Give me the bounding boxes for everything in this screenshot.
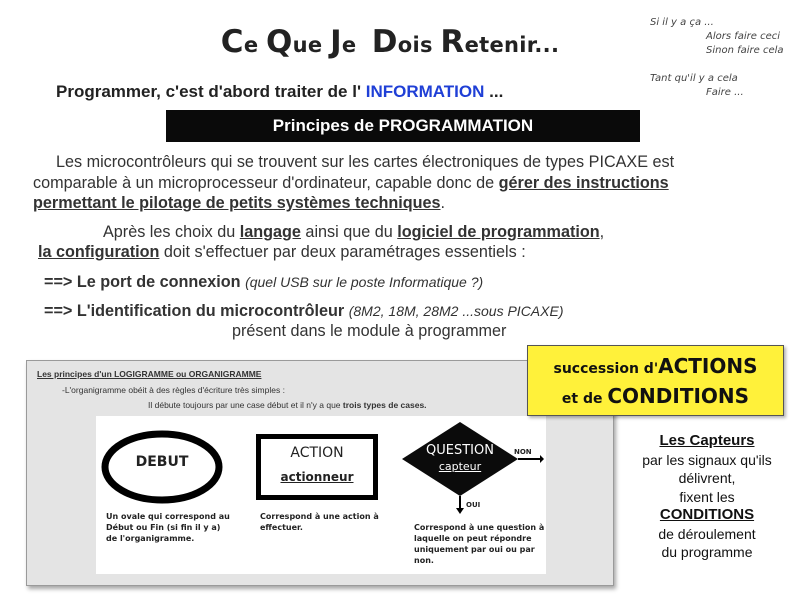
page-title: Ce Que Je Dois Retenir... [220,24,560,60]
action-rectangle-symbol [256,434,378,500]
item-port-connexion: ==> Le port de connexion (quel USB sur le poste Informatique ?) [44,273,484,291]
information-highlight: INFORMATION [365,82,485,101]
question-label: QUESTION [426,443,494,458]
question-description: Correspond à une question à laquelle on peut répondre uniquement par oui ou par non. [414,523,545,565]
note-line-2: Alors faire ceci [706,31,781,42]
action-label: ACTION [290,445,344,461]
item-identification-line2: présent dans le module à programmer [232,322,507,340]
capteur-label: capteur [438,460,482,473]
para1-line3: permettant le pilotage de petits systèmes techniques. [33,194,446,212]
oui-label: OUI [466,501,481,509]
oval-label: DEBUT [135,454,189,470]
panel-line-2: Il débute toujours par une case début et il n'y a que trois types de cases. [148,400,427,410]
note-line-3: Sinon faire cela [706,45,784,56]
non-label: NON [514,448,532,456]
oval-description: Un ovale qui correspond au Début ou Fin (si fin il y a) de l'organigramme. [106,512,230,543]
capteurs-title: Les Capteurs [659,432,755,449]
panel-line-1: -L'organigramme obéit à des règles d'écriture très simples : [62,385,285,395]
para2-line2: la configuration doit s'effectuer par deux paramétrages essentiels : [38,243,526,261]
item-identification: ==> L'identification du microcontrôleur (8M2, 18M, 28M2 ...sous PICAXE) [44,302,564,320]
conditions-word: CONDITIONS [659,506,755,523]
panel-title: Les principes d'un LOGIGRAMME ou ORGANIGRAMME [37,369,262,379]
note-line-1: Si il y a ça ... [650,17,714,28]
action-description: Correspond à une action à effectuer. [260,512,379,532]
para1-line1: Les microcontrôleurs qui se trouvent sur les cartes électroniques de types PICAXE est [56,153,675,171]
note-line-4: Tant qu'il y a cela [650,73,738,84]
note-line-5: Faire ... [706,87,744,98]
para2-line1: Après les choix du langage ainsi que du logiciel de programmation, [103,223,605,241]
capteurs-block: Les Capteurs par les signaux qu'ils délivrent, fixent les CONDITIONS de déroulement du programme [628,432,786,562]
para1-line2: comparable à un microprocesseur d'ordinateur, capable donc de gérer des instructions [33,174,669,192]
intro-line: Programmer, c'est d'abord traiter de l' INFORMATION ... [56,82,504,101]
actionneur-label: actionneur [280,470,354,484]
principles-banner: Principes de PROGRAMMATION [166,110,640,142]
actions-conditions-box: succession d'ACTIONS et de CONDITIONS [527,345,784,416]
